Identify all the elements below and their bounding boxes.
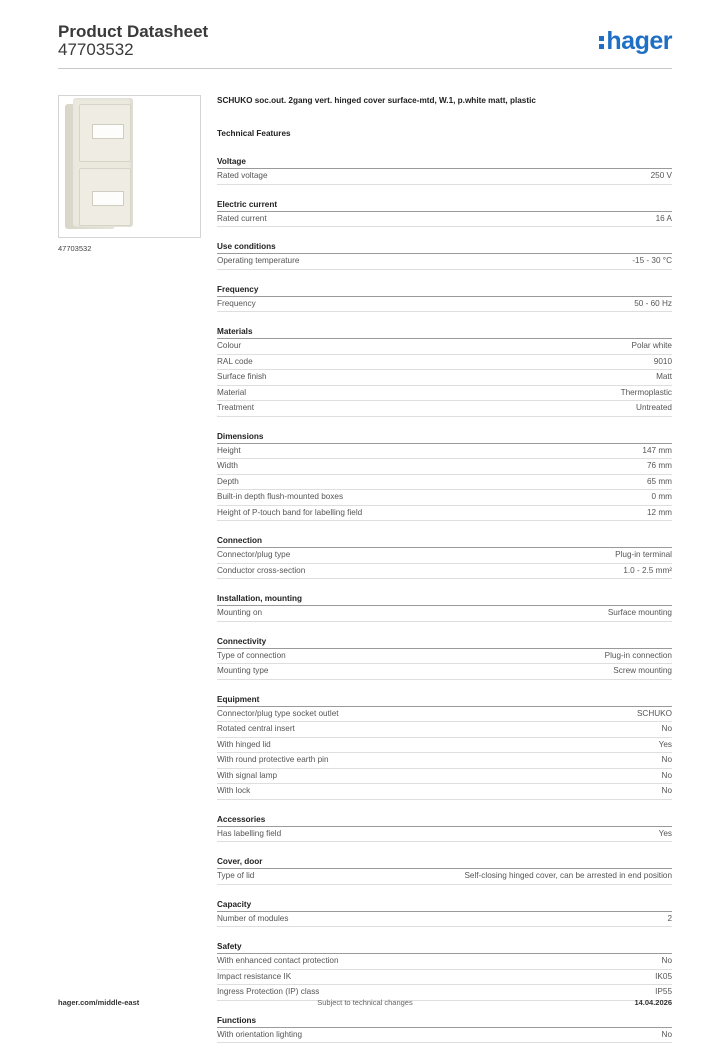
spec-label: Operating temperature (217, 254, 299, 269)
spec-row (217, 649, 672, 665)
spec-row (217, 784, 672, 800)
spec-row (217, 564, 672, 580)
spec-value: No (662, 784, 672, 799)
spec-label: With lock (217, 784, 250, 799)
spec-value: 1.0 - 2.5 mm² (623, 564, 672, 579)
spec-row (217, 254, 672, 270)
spec-value: No (662, 753, 672, 768)
section-title: Capacity (217, 899, 672, 912)
section-title: Equipment (217, 694, 672, 707)
section-title: Voltage (217, 156, 672, 169)
section-title: Electric current (217, 199, 672, 212)
section-title: Frequency (217, 284, 672, 297)
hager-logo (599, 26, 672, 56)
spec-row (217, 444, 672, 460)
spec-value: 0 mm (652, 490, 672, 505)
technical-features-heading: Technical Features (217, 129, 672, 142)
spec-row (217, 169, 672, 185)
footer-notice: Subject to technical changes (58, 998, 672, 1007)
spec-row (217, 827, 672, 843)
spec-label: With enhanced contact protection (217, 954, 339, 969)
spec-label: Mounting on (217, 606, 262, 621)
logo-text: hager (606, 27, 672, 56)
spec-section (217, 431, 672, 522)
spec-label: Built-in depth flush-mounted boxes (217, 490, 343, 505)
spec-label: Conductor cross-section (217, 564, 305, 579)
hinged-lid-top (79, 104, 131, 162)
document-title: Product Datasheet (58, 22, 208, 42)
spec-value: 65 mm (647, 475, 672, 490)
spec-row (217, 370, 672, 386)
spec-label: Ingress Protection (IP) class (217, 985, 319, 1000)
spec-label: Rotated central insert (217, 722, 295, 737)
labelling-field (92, 124, 124, 139)
spec-section (217, 326, 672, 417)
spec-label: Rated voltage (217, 169, 268, 184)
section-title: Connection (217, 535, 672, 548)
spec-value: No (662, 954, 672, 969)
spec-label: Mounting type (217, 664, 268, 679)
spec-value: 147 mm (642, 444, 672, 459)
labelling-field (92, 191, 124, 206)
section-title: Dimensions (217, 431, 672, 444)
spec-label: Has labelling field (217, 827, 281, 842)
spec-label: Type of connection (217, 649, 286, 664)
spec-value: 2 (667, 912, 672, 927)
feature-sections (217, 156, 672, 1043)
section-title: Connectivity (217, 636, 672, 649)
spec-label: Connector/plug type socket outlet (217, 707, 339, 722)
spec-value: 9010 (654, 355, 672, 370)
spec-section (217, 284, 672, 313)
spec-value: 16 A (656, 212, 672, 227)
spec-value: Surface mounting (608, 606, 672, 621)
image-caption: 47703532 (58, 244, 91, 253)
spec-row (217, 339, 672, 355)
spec-row (217, 753, 672, 769)
product-description: SCHUKO soc.out. 2gang vert. hinged cover surface-mtd, W.1, p.white matt, plastic (217, 95, 672, 107)
spec-row (217, 738, 672, 754)
spec-row (217, 386, 672, 402)
spec-value: IK05 (655, 970, 672, 985)
spec-value: Matt (656, 370, 672, 385)
spec-value: SCHUKO (637, 707, 672, 722)
spec-row (217, 297, 672, 313)
spec-row (217, 548, 672, 564)
spec-label: Type of lid (217, 869, 254, 884)
section-title: Accessories (217, 814, 672, 827)
spec-row (217, 475, 672, 491)
spec-value: Screw mounting (613, 664, 672, 679)
spec-label: Material (217, 386, 246, 401)
spec-label: Impact resistance IK (217, 970, 291, 985)
spec-row (217, 722, 672, 738)
section-title: Safety (217, 941, 672, 954)
spec-row (217, 490, 672, 506)
spec-section (217, 241, 672, 270)
spec-section (217, 814, 672, 843)
spec-value: 76 mm (647, 459, 672, 474)
spec-label: Height of P-touch band for labelling field (217, 506, 362, 521)
spec-section (217, 856, 672, 885)
spec-row (217, 606, 672, 622)
spec-value: Plug-in connection (605, 649, 672, 664)
section-title: Cover, door (217, 856, 672, 869)
spec-value: 250 V (651, 169, 672, 184)
spec-value: No (662, 722, 672, 737)
spec-label: With hinged lid (217, 738, 271, 753)
technical-content (217, 95, 672, 1043)
spec-section (217, 593, 672, 622)
page-header (58, 20, 672, 69)
footer-website: hager.com/middle-east (58, 998, 139, 1007)
spec-row (217, 1028, 672, 1043)
spec-value: Untreated (636, 401, 672, 416)
section-title: Materials (217, 326, 672, 339)
spec-value: No (662, 1028, 672, 1043)
section-title: Functions (217, 1015, 672, 1028)
spec-row (217, 707, 672, 723)
spec-value: IP55 (655, 985, 672, 1000)
spec-section (217, 694, 672, 800)
spec-row (217, 401, 672, 417)
spec-row (217, 769, 672, 785)
spec-label: Frequency (217, 297, 256, 312)
spec-value: -15 - 30 °C (632, 254, 672, 269)
logo-colon-icon (599, 36, 604, 49)
spec-value: Polar white (631, 339, 672, 354)
spec-section (217, 1015, 672, 1043)
spec-label: With signal lamp (217, 769, 277, 784)
page-footer (58, 998, 672, 1010)
spec-label: Rated current (217, 212, 267, 227)
spec-label: With round protective earth pin (217, 753, 329, 768)
footer-date: 14.04.2026 (634, 998, 672, 1007)
spec-label: With orientation lighting (217, 1028, 302, 1043)
spec-row (217, 459, 672, 475)
spec-row (217, 506, 672, 522)
spec-label: Depth (217, 475, 239, 490)
spec-section (217, 156, 672, 185)
spec-row (217, 970, 672, 986)
spec-label: Width (217, 459, 238, 474)
spec-value: Plug-in terminal (615, 548, 672, 563)
spec-value: No (662, 769, 672, 784)
spec-row (217, 954, 672, 970)
spec-value: Self-closing hinged cover, can be arrested in end position (464, 869, 672, 884)
spec-row (217, 355, 672, 371)
spec-row (217, 664, 672, 680)
spec-row (217, 869, 672, 885)
spec-value: 50 - 60 Hz (634, 297, 672, 312)
spec-value: Thermoplastic (621, 386, 672, 401)
product-image (58, 95, 201, 238)
spec-value: Yes (659, 827, 672, 842)
spec-section (217, 941, 672, 1001)
document-number: 47703532 (58, 40, 134, 60)
hinged-lid-bottom (79, 168, 131, 226)
spec-label: Surface finish (217, 370, 267, 385)
spec-value: 12 mm (647, 506, 672, 521)
spec-section (217, 199, 672, 228)
spec-label: Height (217, 444, 241, 459)
spec-row (217, 212, 672, 228)
spec-row (217, 912, 672, 928)
spec-section (217, 899, 672, 928)
spec-label: Connector/plug type (217, 548, 290, 563)
spec-label: Treatment (217, 401, 254, 416)
section-title: Use conditions (217, 241, 672, 254)
spec-label: RAL code (217, 355, 253, 370)
spec-section (217, 636, 672, 680)
spec-label: Number of modules (217, 912, 288, 927)
spec-label: Colour (217, 339, 241, 354)
section-title: Installation, mounting (217, 593, 672, 606)
spec-section (217, 535, 672, 579)
spec-value: Yes (659, 738, 672, 753)
